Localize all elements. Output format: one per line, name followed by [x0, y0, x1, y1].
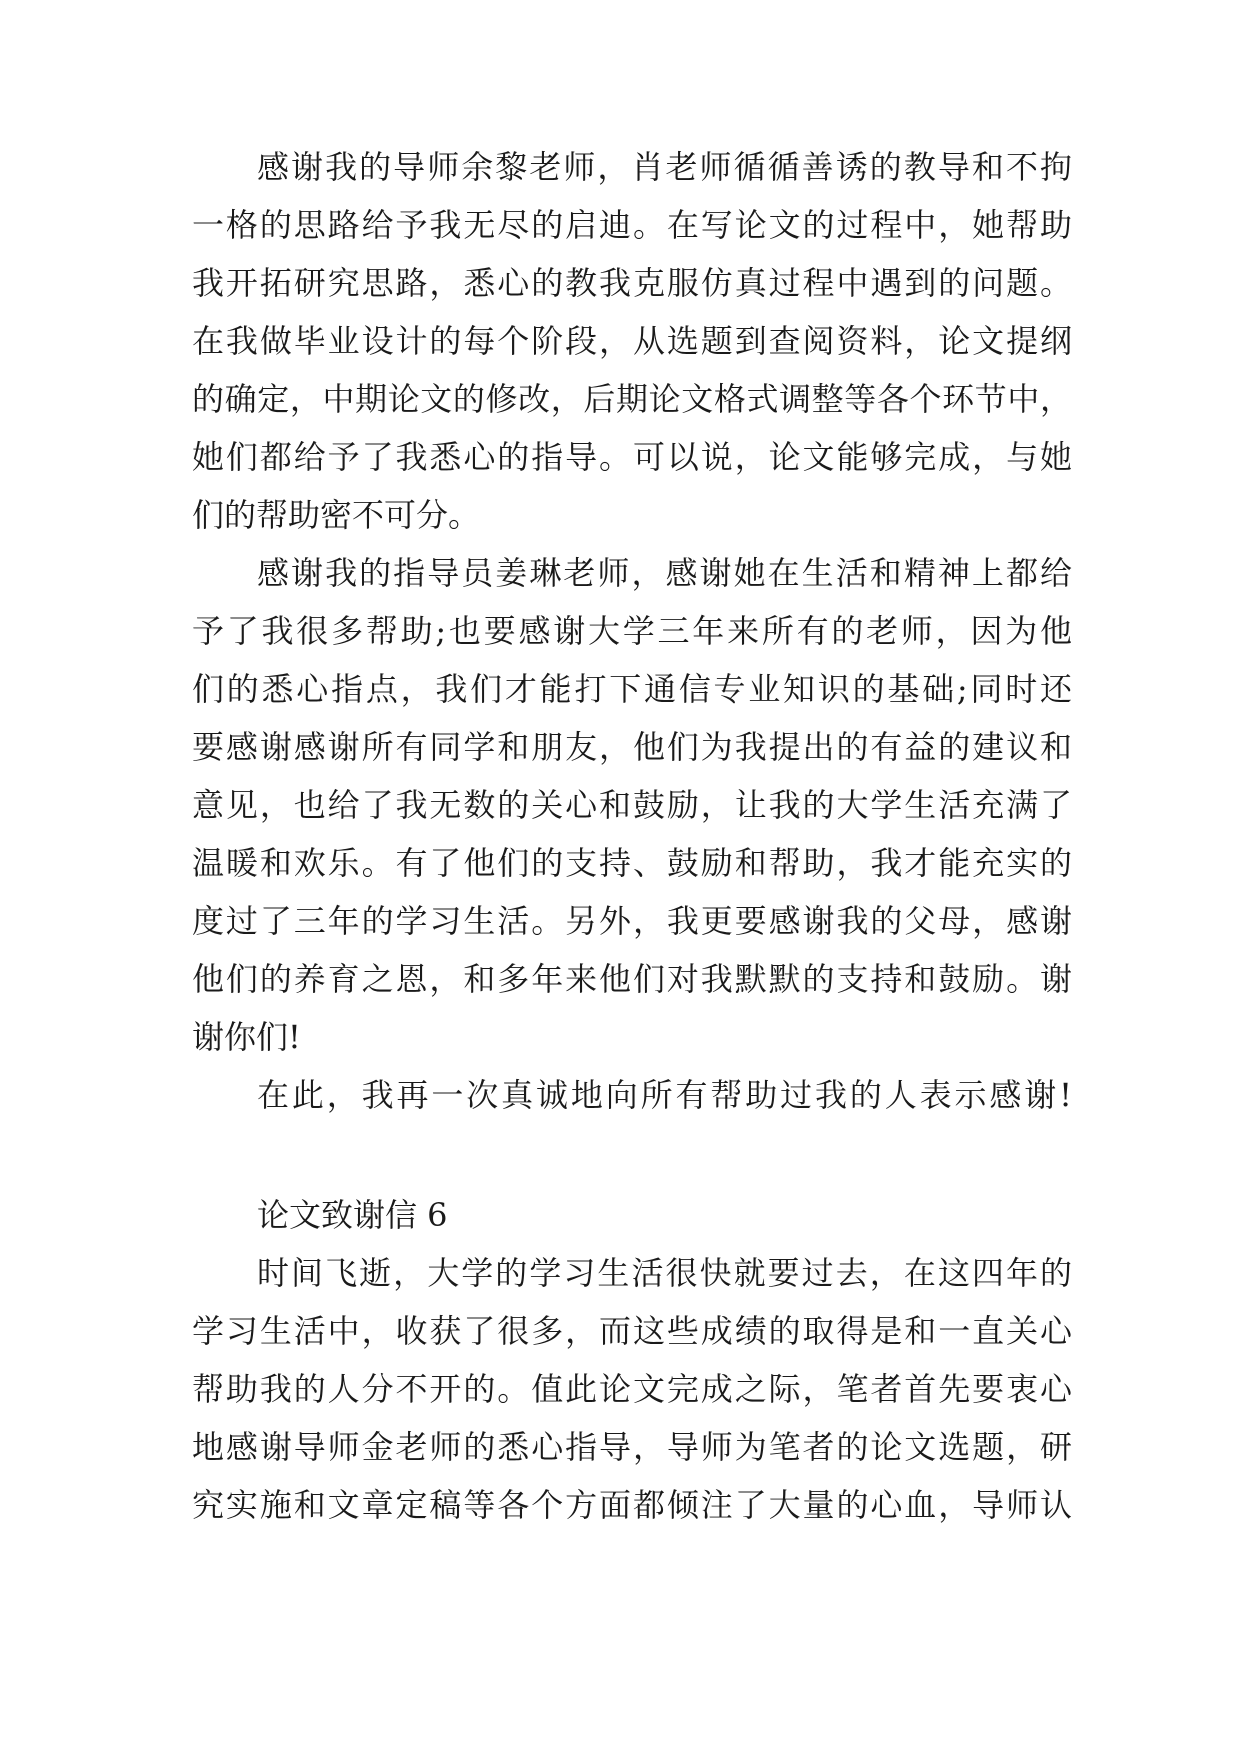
paragraph-4-line-2: 学习生活中，收获了很多，而这些成绩的取得是和一直关心 [192, 1312, 1072, 1350]
paragraph-3-line-1: 在此，我再一次真诚地向所有帮助过我的人表示感谢! [257, 1076, 1072, 1114]
paragraph-1-line-1: 感谢我的导师余黎老师，肖老师循循善诱的教导和不拘 [257, 148, 1072, 186]
paragraph-2-line-8: 他们的养育之恩，和多年来他们对我默默的支持和鼓励。谢 [192, 960, 1072, 998]
paragraph-2-line-2: 予了我很多帮助;也要感谢大学三年来所有的老师，因为他 [192, 612, 1072, 650]
paragraph-1-line-5: 的确定，中期论文的修改，后期论文格式调整等各个环节中， [192, 380, 1072, 418]
paragraph-2-line-9: 谢你们! [192, 1018, 301, 1056]
paragraph-1-line-4: 在我做毕业设计的每个阶段，从选题到查阅资料，论文提纲 [192, 322, 1072, 360]
paragraph-4-line-5: 究实施和文章定稿等各个方面都倾注了大量的心血，导师认 [192, 1486, 1072, 1524]
paragraph-4-line-1: 时间飞逝，大学的学习生活很快就要过去，在这四年的 [257, 1254, 1072, 1292]
paragraph-1-line-6: 她们都给予了我悉心的指导。可以说，论文能够完成，与她 [192, 438, 1072, 476]
section-heading: 论文致谢信 6 [257, 1196, 448, 1234]
paragraph-2-line-7: 度过了三年的学习生活。另外，我更要感谢我的父母，感谢 [192, 902, 1072, 940]
paragraph-1-line-2: 一格的思路给予我无尽的启迪。在写论文的过程中，她帮助 [192, 206, 1072, 244]
paragraph-2-line-3: 们的悉心指点，我们才能打下通信专业知识的基础;同时还 [192, 670, 1072, 708]
paragraph-1-line-3: 我开拓研究思路，悉心的教我克服仿真过程中遇到的问题。 [192, 264, 1072, 302]
paragraph-4-line-4: 地感谢导师金老师的悉心指导，导师为笔者的论文选题，研 [192, 1428, 1072, 1466]
paragraph-2-line-4: 要感谢感谢所有同学和朋友，他们为我提出的有益的建议和 [192, 728, 1072, 766]
paragraph-4-line-3: 帮助我的人分不开的。值此论文完成之际，笔者首先要衷心 [192, 1370, 1072, 1408]
paragraph-1-line-7: 们的帮助密不可分。 [192, 496, 481, 534]
paragraph-2-line-5: 意见，也给了我无数的关心和鼓励，让我的大学生活充满了 [192, 786, 1072, 824]
paragraph-2-line-6: 温暖和欢乐。有了他们的支持、鼓励和帮助，我才能充实的 [192, 844, 1072, 882]
paragraph-2-line-1: 感谢我的指导员姜琳老师，感谢她在生活和精神上都给 [257, 554, 1072, 592]
